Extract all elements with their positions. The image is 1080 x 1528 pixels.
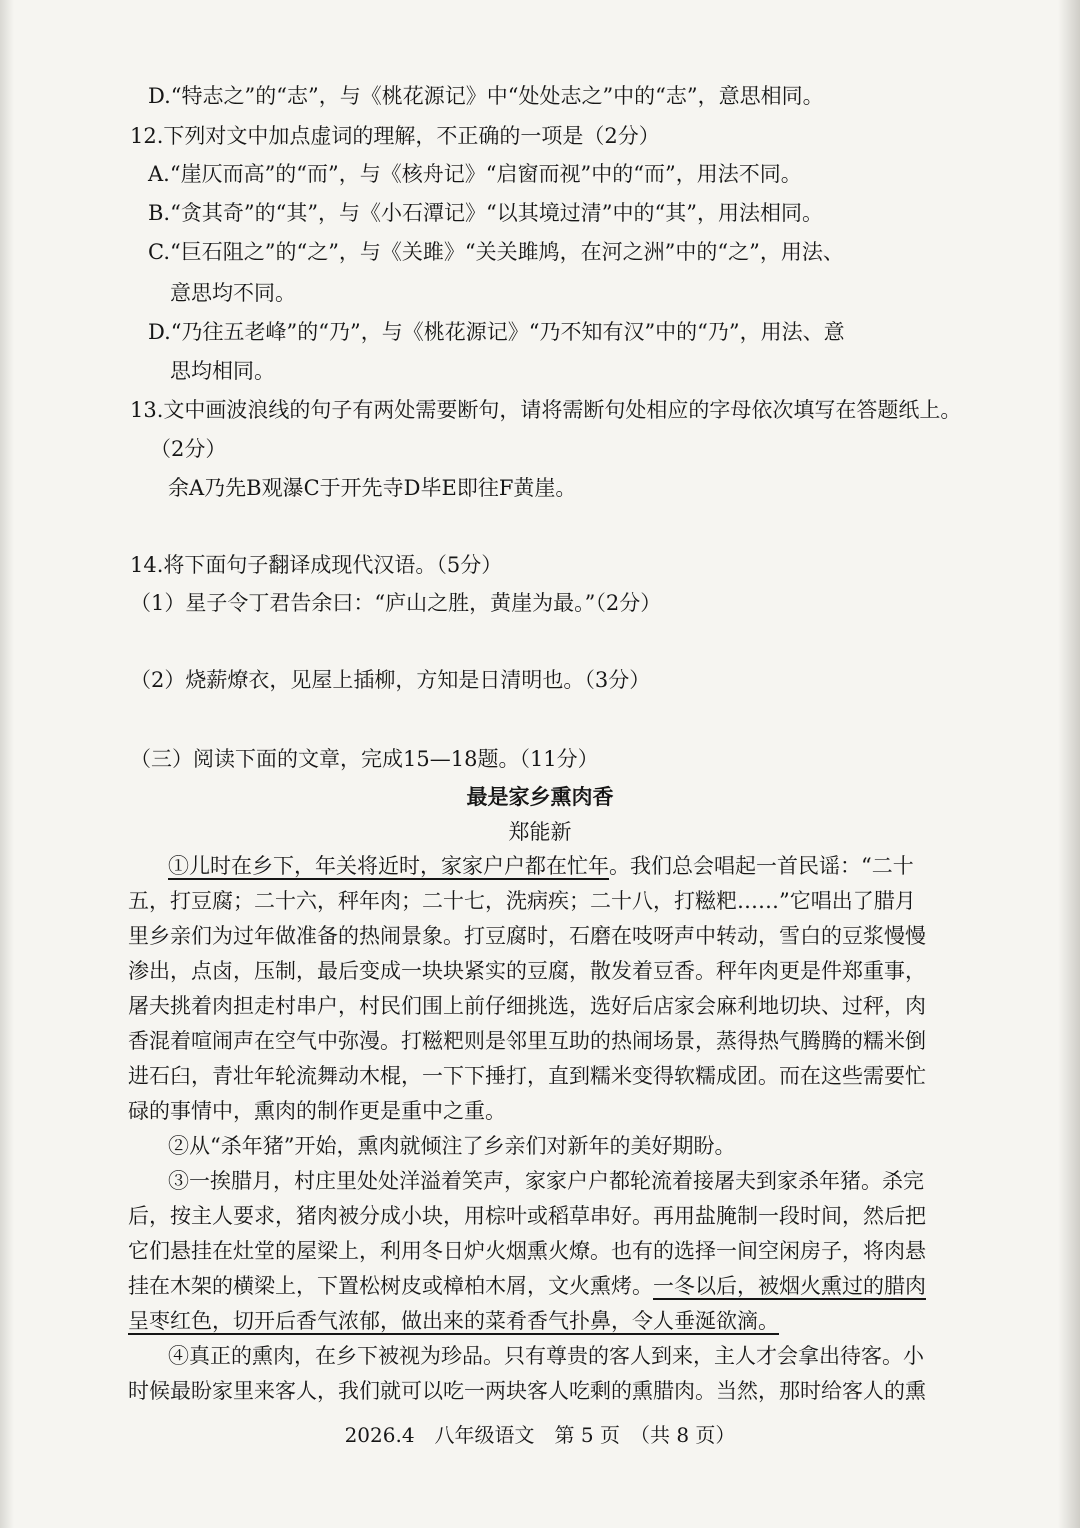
q12-option-c-line1: C.“巨石阻之”的“之”，与《关雎》“关关雎鸠，在河之洲”中的“之”，用法、 <box>148 240 844 264</box>
article-title: 最是家乡熏肉香 <box>466 784 614 809</box>
q14-item1: （1）星子令丁君告余曰：“庐山之胜，黄崖为最。”（2分） <box>130 591 662 615</box>
q13-stem-line1: 13.文中画波浪线的句子有两处需要断句，请将需断句处相应的字母依次填写在答题纸上。 <box>130 398 962 422</box>
q12-option-b: B.“贪其奇”的“其”，与《小石潭记》“以其境过清”中的“其”，用法相同。 <box>148 201 823 225</box>
passage-p3-line2: 后，按主人要求，猪肉被分成小块，用棕叶或稻草串好。再用盐腌制一段时间，然后把 <box>128 1204 926 1228</box>
page-footer: 2026.4 八年级语文 第 5 页 （共 8 页） <box>344 1423 736 1447</box>
passage-p4-line1: ④真正的熏肉，在乡下被视为珍品。只有尊贵的客人到来，主人才会拿出待客。小 <box>168 1344 924 1368</box>
passage-p3-line5-underlined: 呈枣红色，切开后香气浓郁，做出来的菜肴香气扑鼻，令人垂涎欲滴。 <box>128 1309 779 1333</box>
passage-p4-line2: 时候最盼家里来客人，我们就可以吃一两块客人吃剩的熏腊肉。当然，那时给客人的熏 <box>128 1379 926 1403</box>
passage-p2: ②从“杀年猪”开始，熏肉就倾注了乡亲们对新年的美好期盼。 <box>168 1134 736 1158</box>
passage-p3-line1: ③一挨腊月，村庄里处处洋溢着笑声，家家户户都轮流着接屠夫到家杀年猪。杀完 <box>168 1169 924 1193</box>
passage-p1-rest: 。我们总会唱起一首民谣：“二十 <box>609 854 914 878</box>
q14-stem: 14.将下面句子翻译成现代汉语。（5分） <box>130 553 503 577</box>
passage-p1-underlined: ①儿时在乡下，年关将近时，家家户户都在忙年 <box>168 854 609 878</box>
q14-item2: （2）烧薪燎衣，见屋上插柳，方知是日清明也。（3分） <box>130 668 651 692</box>
passage-p1-line7: 进石臼，青壮年轮流舞动木棍，一下下捶打，直到糯米变得软糯成团。而在这些需要忙 <box>128 1064 926 1088</box>
q12-option-a: A.“崖仄而高”的“而”，与《核舟记》“启窗而视”中的“而”，用法不同。 <box>148 162 802 186</box>
passage-p3-line4-plain: 挂在木架的横梁上，下置松树皮或樟柏木屑，文火熏烤。 <box>128 1274 653 1298</box>
passage-p1-line2: 五，打豆腐；二十六，秤年肉；二十七，洗病疾；二十八，打糍粑……”它唱出了腊月 <box>128 889 916 913</box>
passage-p3-line4-underlined: 一冬以后，被烟火熏过的腊肉 <box>653 1274 926 1298</box>
passage-p1-line1 <box>168 856 914 877</box>
scan-edge-right <box>1058 0 1080 1528</box>
section3-heading: （三）阅读下面的文章，完成15—18题。（11分） <box>130 747 599 771</box>
passage-p1-line5: 屠夫挑着肉担走村串户，村民们围上前仔细挑选，选好后店家会麻利地切块、过秤，肉 <box>128 994 926 1018</box>
passage-p3-line4 <box>128 1276 926 1297</box>
q12-option-d-line1: D.“乃往五老峰”的“乃”，与《桃花源记》“乃不知有汉”中的“乃”，用法、意 <box>148 320 845 344</box>
q11-option-d: D.“特志之”的“志”，与《桃花源记》中“处处志之”中的“志”，意思相同。 <box>148 84 824 108</box>
q13-stem-line2: （2分） <box>150 437 227 461</box>
article-author: 郑能新 <box>508 820 572 844</box>
passage-p3-line3: 它们悬挂在灶堂的屋梁上，利用冬日炉火烟熏火燎。也有的选择一间空闲房子，将肉悬 <box>128 1239 926 1263</box>
passage-p1-line6: 香混着喧闹声在空气中弥漫。打糍粑则是邻里互助的热闹场景，蒸得热气腾腾的糯米倒 <box>128 1029 926 1053</box>
passage-p1-line4: 渗出，点卤，压制，最后变成一块块紧实的豆腐，散发着豆香。秤年肉更是件郑重事， <box>128 959 926 983</box>
q12-stem: 12.下列对文中加点虚词的理解，不正确的一项是（2分） <box>130 124 660 148</box>
scan-edge-left <box>0 0 14 1528</box>
passage-p1-line3: 里乡亲们为过年做准备的热闹景象。打豆腐时，石磨在吱呀声中转动，雪白的豆浆慢慢 <box>128 924 926 948</box>
q13-sentence: 余A乃先B观瀑C于开先寺D毕E即往F黄崖。 <box>168 476 577 500</box>
q12-option-d-line2: 思均相同。 <box>170 359 275 383</box>
passage-p1-line8: 碌的事情中，熏肉的制作更是重中之重。 <box>128 1099 506 1123</box>
q12-option-c-line2: 意思均不同。 <box>170 281 296 305</box>
